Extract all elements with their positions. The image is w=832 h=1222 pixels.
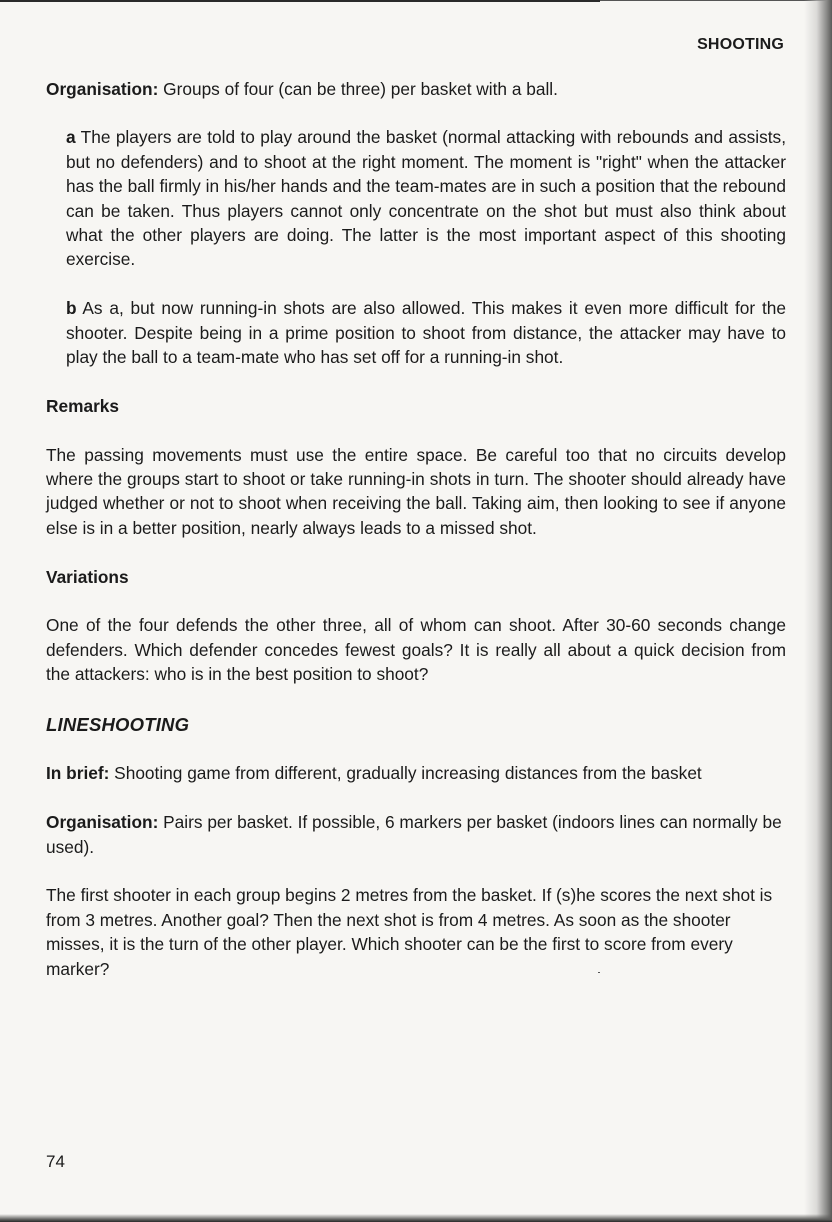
item-b-paragraph [46,296,786,369]
in-brief-label: In brief: [46,763,110,784]
lineshooting-organisation-text: Pairs per basket. If possible, 6 markers per basket (indoors lines can normally be used). [46,812,782,857]
in-brief-text: Shooting game from different, gradually increasing distances from the basket [109,763,702,784]
remarks-text: The passing movements must use the entire space. Be careful too that no circuits develop where the groups start to shoot or take running-in shots in turn. The shooter should already have judged whether or not to shoot when receiving the ball. Taking aim, then looking to see if anyone else is in a better position, nearly always leads to a missed shot. [46,444,786,538]
variations-text: One of the four defends the other three, all of whom can shoot. After 30-60 seconds change defenders. Which defender concedes fewest goals? It is really all about a quick decision from the attackers: who is in the best position to shoot? [46,615,786,685]
scan-top-edge-thin [600,0,832,1]
page-content [46,77,786,981]
organisation-text: Groups of four (can be three) per basket with a ball. [158,79,558,99]
scan-top-edge [0,0,600,2]
scan-right-shadow [804,0,832,1222]
organisation-label: Organisation: [46,79,159,99]
lineshooting-title: LINESHOOTING [46,714,190,736]
running-header: SHOOTING [697,36,784,53]
organisation-paragraph [46,77,786,101]
item-b-text: As a, but now running-in shots are also allowed. This makes it even more difficult for the shooter. Despite being in a prime position to shoot from distance, the attacker may have to play the ball to a team-mate who has set off for a running-in shot. [66,298,786,368]
scan-bottom-shadow [0,1214,832,1222]
item-a-letter: a [66,127,76,148]
lineshooting-organisation-paragraph [46,810,786,859]
lineshooting-body: The first shooter in each group begins 2 metres from the basket. If (s)he scores the next shot is from 3 metres. Another goal? Then the next shot is from 4 metres. As soon as the shooter misses, it is the turn of the other player. Which shooter can be the first to score from every marker? [46,885,773,979]
item-a-text: The players are told to play around the basket (normal attacking with rebounds and assists, but no defenders) and to shoot at the right moment. The moment is "right" when the attacker has the ball firmly in his/her hands and the team-mates are in such a position that the rebound can be taken. Thus players cannot only concentrate on the shot but must also think about what the other players are doing. The latter is the most important aspect of this shooting exercise. [66,127,786,270]
scan-mark [598,972,600,973]
in-brief-paragraph [46,761,786,785]
page-number: 74 [46,1152,65,1171]
item-b-letter: b [66,298,77,319]
remarks-heading: Remarks [46,395,120,416]
variations-heading: Variations [46,566,129,587]
lineshooting-organisation-label: Organisation: [46,812,159,833]
item-a-paragraph [46,125,786,271]
